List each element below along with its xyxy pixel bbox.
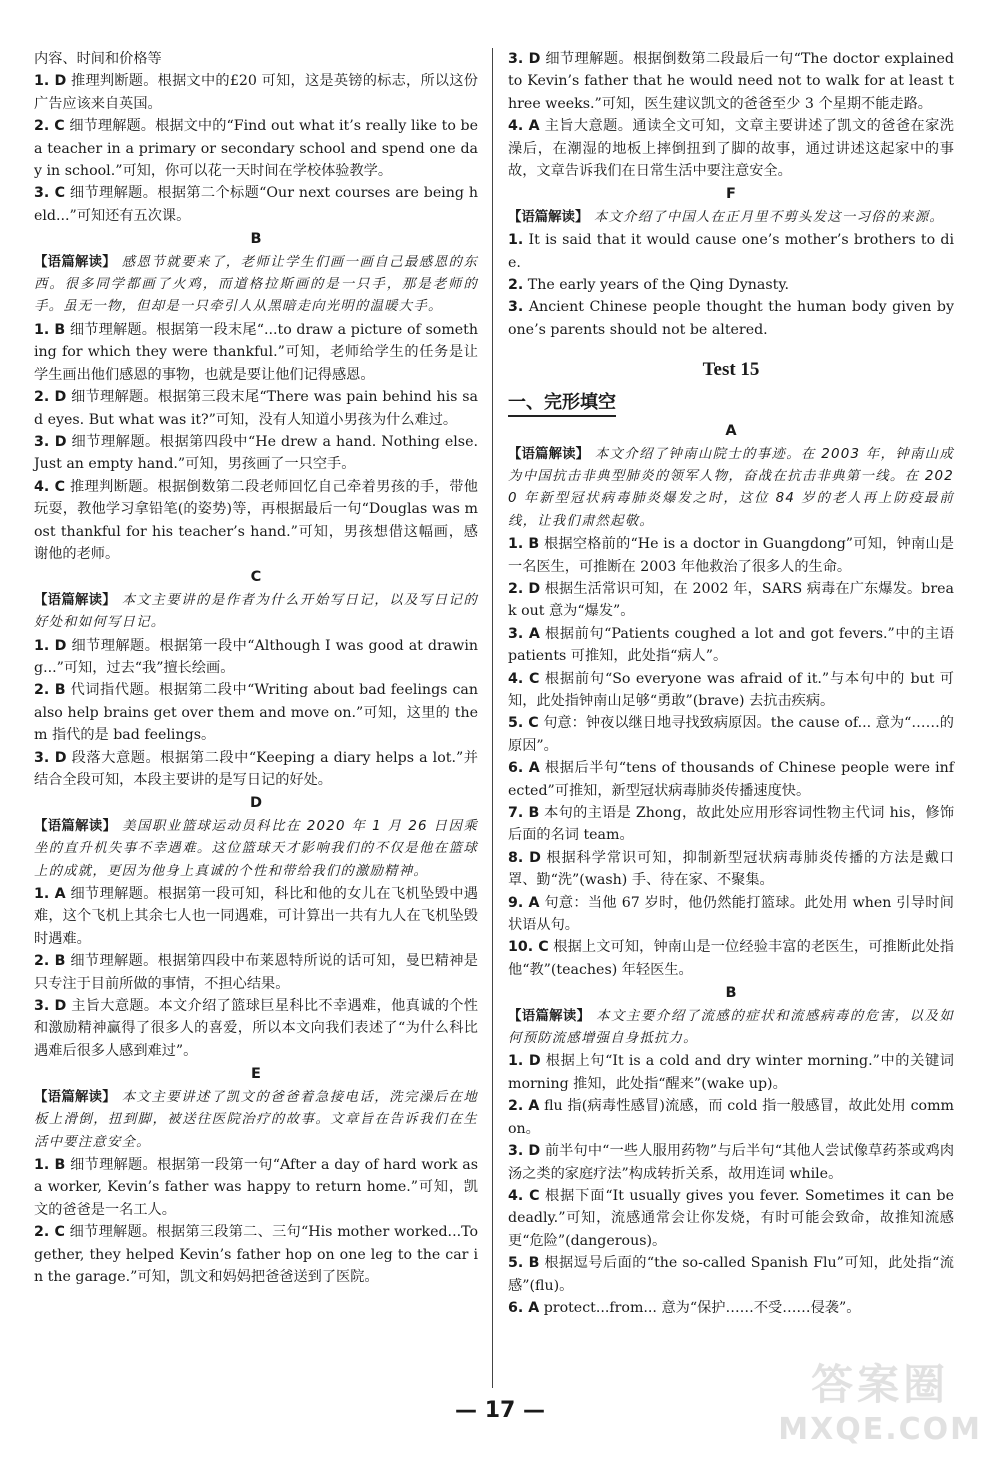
answer-number: 3. A [508,625,540,642]
answer-item [34,1154,478,1221]
answer-number: 5. C [508,715,539,732]
answer-number: 4. A [508,118,540,135]
answer-number: 5. B [508,1255,540,1272]
answer-number: 3. D [508,1143,541,1160]
answer-item [508,936,954,981]
passage-summary [34,590,478,635]
answer-text: 细节理解题。根据第三段第二、三句“His mother worked...Together, they helped Kevin’s father hop on one leg to the car in the garage.”可知，凯文和妈妈把爸爸送到了医院。 [34,1224,478,1285]
answer-item [508,229,954,274]
answer-item [508,1140,954,1185]
answer-text: 本句的主语是 Zhong，故此处应用形容词性物主代词 his，修饰后面的名词 team。 [508,805,955,844]
section-heading: F [726,186,736,203]
summary-tag: 【语篇解读】 [34,254,116,270]
answer-text: 句意：钟夜以继日地寻找致病原因。the cause of... 意为“……的原因”。 [508,715,954,754]
answer-number: 3. C [34,185,65,202]
answer-item [508,1185,954,1252]
answer-item [34,476,478,566]
answer-text: 前半句中“一些人服用药物”与后半句“其他人尝试像草药茶或鸡肉汤之类的家庭疗法”构成转折关系，故用连词 while。 [508,1143,955,1182]
answer-item [34,950,478,995]
answer-number: 2. D [508,580,541,597]
passage-summary [508,1006,954,1051]
answer-text: 主旨大意题。本文介绍了篮球巨星科比不幸遇难，他真诚的个性和激励精神赢得了很多人的喜爱，所以本文向我们表述了“为什么科比遇难后很多人感到难过”。 [34,998,478,1059]
passage-summary [34,1087,478,1154]
answer-item [508,802,954,847]
answer-text: 细节理解题。根据第三段末尾“There was pain behind his sad eyes. But what was it?”可知，没有人知道小男孩为什么难过。 [34,389,478,428]
answer-item [508,533,954,578]
answer-number: 3. [508,299,524,316]
answer-text: 根据前句“Patients coughed a lot and got fevers.”中的主语 patients 可推知，此处指“病人”。 [508,625,955,665]
summary-text: 美国职业篮球运动员科比在 2020 年 1 月 26 日因乘坐的直升机失事不幸遇难。这位篮球天才影响我们的不仅是他在篮球上的成就，更因为他身上真诚的个性和带给我们的激励精神。 [34,818,478,879]
section-heading: B [725,985,737,1002]
answer-number: 1. B [508,536,540,553]
summary-tag: 【语篇解读】 [34,818,117,834]
answer-item [508,115,954,182]
answer-number: 1. A [34,886,66,903]
answer-text: 根据上句“It is a cold and dry winter morning.”中的关键词 morning 推知，此处指“醒来”(wake up)。 [508,1053,954,1092]
summary-text: 本文主要讲的是作者为什么开始写日记，以及写日记的好处和如何写日记。 [34,592,478,631]
answer-number: 1. [508,232,524,249]
answer-number: 7. B [508,805,540,821]
answer-number: 8. D [508,849,541,866]
answer-item [508,847,954,892]
summary-tag: 【语篇解读】 [508,209,589,225]
answer-number: 4. C [34,478,66,495]
answer-item [34,319,478,386]
answer-text: 根据空格前的“He is a doctor in Guangdong”可知，钟南山是一名医生，可推断在 2003 年他救治了很多人的生命。 [508,536,954,575]
answer-text: The early years of the Qing Dynasty. [527,277,789,294]
column-divider [492,48,493,1388]
section-heading: A [725,423,737,440]
section-heading: B [250,231,262,248]
answer-text: Ancient Chinese people thought the human body given by one’s parents should not be altered. [508,299,954,338]
summary-text: 本文主要介绍了流感的症状和流感病毒的危害，以及如何预防流感增强自身抵抗力。 [508,1008,954,1047]
answer-item [508,1095,954,1140]
answer-number: 1. D [34,637,67,654]
answer-number: 9. A [508,894,540,911]
test-title: Test 15 [702,359,760,381]
answer-item [508,578,954,623]
summary-tag: 【语篇解读】 [508,446,590,462]
answer-text: 细节理解题。根据文中的“Find out what it’s really like to be a teacher in a primary or secondary school and spend one day in school.”可知，你可以花一天时间在学校体验教学。 [34,118,478,180]
passage-summary [34,252,478,319]
answer-text: 细节理解题。根据第一段末尾“...to draw a picture of something for which they were thankful.”可知，老师给学生的任务是让学生画出他们感恩的事物，也就是要让他们记得感恩。 [34,321,479,383]
answer-number: 2. [508,277,524,294]
answer-number: 2. C [34,118,65,135]
answer-item [34,995,478,1062]
answer-item [508,296,954,341]
section-heading: D [249,795,263,812]
answer-number: 2. B [34,953,66,970]
answer-text: 根据逗号后面的“the so-called Spanish Flu”可知，此处指“流感”(flu)。 [508,1255,954,1294]
answer-item [508,1252,954,1297]
answer-text: 根据后半句“tens of thousands of Chinese people were infected”可推知，新型冠状病毒肺炎传播速度快。 [508,760,954,799]
answer-text: 根据前句“So everyone was afraid of it.”与本句中的 but 可知，此处指钟南山足够“勇敢”(brave) 去抗击疾病。 [508,670,954,709]
answer-item [508,668,954,713]
answer-item [508,892,954,937]
left-column [34,48,478,1288]
passage-summary [508,207,954,229]
part-title [508,392,954,414]
answer-text: 代词指代题。根据第二段中“Writing about bad feelings can also help brains get over them and move on.”可知，这里的 them 指代的是 bad feelings。 [34,682,479,744]
watermark-line2: MXQE.COM [778,1412,982,1447]
answer-item [508,1297,954,1319]
answer-number: 1. D [508,1053,541,1070]
section-heading: C [250,569,262,586]
summary-tag: 【语篇解读】 [34,1089,116,1105]
answer-number: 1. B [34,1156,66,1173]
section-heading: E [251,1066,261,1083]
answer-text: 段落大意题。根据第二段中“Keeping a diary helps a lot.”并结合全段可知，本段主要讲的是写日记的好处。 [34,749,478,788]
answer-item [34,883,478,950]
answer-text: 推理判断题。根据文中的£20 可知，这是英镑的标志，所以这份广告应该来自英国。 [34,73,478,112]
answer-text: 细节理解题。根据第一段第一句“After a day of hard work as a worker, Kevin’s father was happy to return home.”可知，凯文的爸爸是一名工人。 [34,1156,479,1218]
answer-item [508,712,954,757]
answer-item [34,115,478,182]
answer-text: 细节理解题。根据第二个标题“Our next courses are being held...”可知还有五次课。 [34,185,478,224]
answer-item [34,182,478,227]
answer-text: protect...from... 意为“保护……不受……侵袭”。 [543,1299,861,1316]
answer-text: 根据科学常识可知，抑制新型冠状病毒肺炎传播的方法是戴口罩、勤“洗”(wash) 手、待在家、不聚集。 [508,849,954,889]
answer-item [34,431,478,476]
answer-number: 2. D [34,389,67,406]
part-title-text: 一、完形填空 [508,392,616,417]
answer-number: 3. D [34,433,67,450]
answer-item [34,70,478,115]
answer-number: 4. C [508,1187,540,1204]
answer-number: 6. A [508,760,540,777]
answer-item [508,623,954,668]
passage-summary [34,816,478,883]
answer-text: 根据生活常识可知，在 2002 年，SARS 病毒在广东爆发。break out 意为“爆发”。 [508,580,954,620]
answer-number: 4. C [508,670,540,687]
answer-text: 根据上文可知，钟南山是一位经验丰富的老医生，可推断此处指他“教”(teaches) 年轻医生。 [508,939,954,978]
answer-item [34,1221,478,1288]
answer-number: 3. D [508,51,541,67]
answer-text: 细节理解题。根据第一段中“Although I was good at drawing...”可知，过去“我”擅长绘画。 [34,637,479,676]
answer-number: 6. A [508,1299,540,1316]
answer-item [34,635,478,680]
answer-text: 推理判断题。根据倒数第二段老师回忆自己牵着男孩的手，带他玩耍，教他学习拿铅笔(的姿势)等，再根据最后一句“Douglas was most thankful for his teacher’s hand.”可知，男孩想借这幅画，感谢他的老师。 [34,478,478,562]
answer-text: 细节理解题。根据第一段可知，科比和他的女儿在飞机坠毁中遇难，这个飞机上其余七人也一同遇难，可计算出一共有九人在飞机坠毁时遇难。 [34,886,478,947]
answer-item [508,274,954,296]
answer-item [508,48,954,115]
summary-tag: 【语篇解读】 [34,592,116,608]
summary-text: 本文介绍了中国人在正月里不剪头发这一习俗的来源。 [593,209,944,225]
summary-text: 本文介绍了钟南山院士的事迹。在 2003 年，钟南山成为中国抗击非典型肺炎的领军人物，奋战在抗击非典第一线。在 2020 年新型冠状病毒肺炎爆发之时，这位 84 岁的老人再上防疫最前线，让我们肃然起敬。 [508,446,954,529]
page-number: — 17 — [455,1398,545,1423]
answer-item [34,386,478,431]
watermark [778,1352,982,1447]
answer-text: 主旨大意题。通读全文可知，文章主要讲述了凯文的爸爸在家洗澡后，在潮湿的地板上摔倒扭到了脚的故事，通过讲述这起家中的事故，文章告诉我们在日常生活中要注意安全。 [508,118,954,180]
text-paragraph [34,48,478,70]
answer-text: It is said that it would cause one’s mother’s brothers to die. [508,232,954,271]
answer-item [34,679,478,746]
answer-number: 3. D [34,998,67,1015]
answer-number: 3. D [34,749,67,766]
passage-summary [508,444,954,534]
summary-tag: 【语篇解读】 [508,1008,591,1024]
answer-text: 内容、时间和价格等 [34,51,162,67]
summary-text: 本文主要讲述了凯文的爸爸着急接电话，洗完澡后在地板上滑倒，扭到脚，被送往医院治疗的故事。文章旨在告诉我们在生活中要注意安全。 [34,1089,478,1150]
answer-item [34,747,478,792]
answer-text: 细节理解题。根据倒数第二段最后一句“The doctor explained to Kevin’s father that he would need not to walk for at least three weeks.”可知，医生建议凯文的爸爸至少 3 个星期不能走路。 [508,51,954,112]
answer-number: 2. C [34,1224,65,1241]
answer-number: 1. B [34,321,66,338]
answer-text: 细节理解题。根据第四段中布莱恩特所说的话可知，曼巴精神是只专注于目前所做的事情，不担心结果。 [34,953,478,992]
answer-number: 2. A [508,1098,540,1115]
answer-number: 10. C [508,939,549,956]
answer-text: flu 指(病毒性感冒)流感，而 cold 指一般感冒，故此处用 common。 [508,1098,954,1137]
answer-text: 根据下面“It usually gives you fever. Sometimes it can be deadly.”可知，流感通常会让你发烧，有时可能会致命，故推知流感更“危险”(dangerous)。 [508,1187,954,1249]
answer-number: 1. D [34,73,67,90]
answer-number: 2. B [34,682,66,699]
summary-text: 感恩节就要来了，老师让学生们画一画自己最感恩的东西。很多同学都画了火鸡，而道格拉斯画的是一只手，那是老师的手。虽无一物，但却是一只牵引人从黑暗走向光明的温暖大手。 [34,254,478,315]
answer-item [508,1050,954,1095]
watermark-line1: 答案圈 [811,1360,950,1409]
answer-item [508,757,954,802]
answer-text: 细节理解题。根据第四段中“He drew a hand. Nothing else. Just an empty hand.”可知，男孩画了一只空手。 [34,433,478,473]
answer-text: 句意：当他 67 岁时，他仍然能打篮球。此处用 when 引导时间状语从句。 [508,894,954,934]
right-column [508,48,954,1319]
